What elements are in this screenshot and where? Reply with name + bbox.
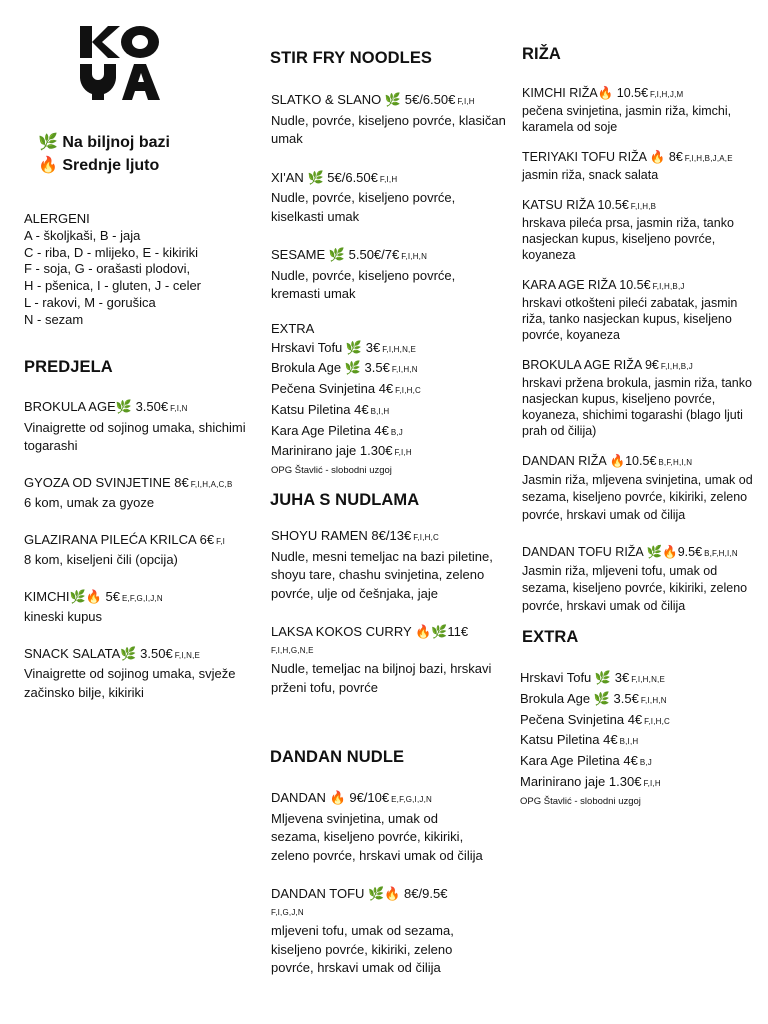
extra-block-1 bbox=[271, 320, 507, 476]
menu-item: GYOZA OD SVINJETINE 8€ F,I,H,A,C,B 6 kom, umak za gyoze bbox=[24, 474, 233, 510]
extra-row: Pečena Svinjetina 4€ F,I,H,C bbox=[520, 711, 671, 727]
extra-row: Pečena Svinjetina 4€ F,I,H,C bbox=[271, 381, 422, 397]
fire-icon: 🔥 bbox=[38, 157, 58, 174]
section-title-juha: JUHA S NUDLAMA bbox=[270, 491, 420, 509]
menu-item: SNACK SALATA🌿 3.50€ F,I,N,E Vinaigrette od sojinog umaka, svježe začinsko bilje, kikiriki bbox=[24, 645, 236, 700]
extra-block-2 bbox=[520, 669, 758, 807]
extra-title: EXTRA bbox=[271, 321, 315, 336]
menu-item: SESAME 🌿 5.50€/7€ F,I,H,N Nudle, povrće, kiseljeno povrće, kremasti umak bbox=[271, 247, 456, 301]
legend-spicy: 🔥 Srednje ljuto bbox=[38, 157, 160, 174]
menu-item: DANDAN RIŽA 🔥10.5€ B,F,H,I,N Jasmin riža, mljevena svinjetina, umak od sezama, kiseljeno povrće, kikiriki, zeleno povrće, hrskavi umak od čilija bbox=[522, 454, 753, 522]
legend bbox=[38, 132, 170, 175]
legend-plant: 🌿 Na biljnoj bazi bbox=[38, 134, 170, 151]
menu-item: KIMCHI RIŽA🔥 10.5€ F,I,H,J,M pečena svinjetina, jasmin riža, kimchi, karamela od soje bbox=[522, 86, 732, 134]
allergens-title: ALERGENI bbox=[24, 211, 90, 226]
extra-row: Katsu Piletina 4€ B,I,H bbox=[520, 732, 639, 748]
extra-row: Marinirano jaje 1.30€ F,I,H bbox=[520, 773, 661, 789]
menu-item: KARA AGE RIŽA 10.5€ F,I,H,B,J hrskavi otkošteni pileći zabatak, jasmin riža, tanko nasjeckan kupus, kiseljeno povrće, koyaneza bbox=[522, 278, 738, 342]
extra-row: Hrskavi Tofu 🌿 3€ F,I,H,N,E bbox=[520, 670, 666, 685]
extra-row: Kara Age Piletina 4€ B,J bbox=[520, 753, 652, 769]
menu-item: DANDAN TOFU 🌿🔥 8€/9.5€ F,I,G,J,N mljeveni tofu, umak od sezama, kiseljeno povrće, kikiriki, zeleno povrće, hrskavi umak od čilija bbox=[271, 886, 454, 975]
opg-note: OPG Štavlić - slobodni uzgoj bbox=[520, 795, 641, 807]
menu-item: KATSU RIŽA 10.5€ F,I,H,B hrskava pileća prsa, jasmin riža, tanko nasjeckan kupus, kiseljeno povrće, koyaneza bbox=[522, 198, 734, 262]
section-title-dandan: DANDAN NUDLE bbox=[270, 748, 405, 766]
extra-row: Hrskavi Tofu 🌿 3€ F,I,H,N,E bbox=[271, 339, 417, 355]
menu-item: DANDAN TOFU RIŽA 🌿🔥9.5€ B,F,H,I,N Jasmin riža, mljeveni tofu, umak od sezama, kiseljeno povrće, kikiriki, zeleno povrće, hrskavi umak od čilija bbox=[522, 545, 748, 613]
extra-row: Brokula Age 🌿 3.5€ F,I,H,N bbox=[520, 690, 667, 706]
menu-item: BROKULA AGE RIŽA 9€ F,I,H,B,J hrskavi pržena brokula, jasmin riža, tanko nasjeckan kupus, kiseljeno povrće, koyaneza, shichimi togarashi (blago ljuti prah od čilija) bbox=[522, 358, 752, 438]
menu-item: SLATKO & SLANO 🌿 5€/6.50€ F,I,H Nudle, povrće, kiseljeno povrće, klasičan umak bbox=[271, 92, 506, 146]
riza-list bbox=[522, 85, 760, 615]
menu-item: KIMCHI🌿🔥 5€ E,F,G,I,J,N kineski kupus bbox=[24, 588, 163, 624]
extra-row: Kara Age Piletina 4€ B,J bbox=[271, 422, 403, 438]
menu-item: LAKSA KOKOS CURRY 🔥🌿11€ F,I,H,G,N,E Nudle, temeljac na biljnoj bazi, hrskavi prženi tofu, povrće bbox=[271, 624, 492, 695]
leaf-icon: 🌿 bbox=[38, 134, 58, 151]
extra-row: Brokula Age 🌿 3.5€ F,I,H,N bbox=[271, 360, 418, 376]
section-title-stir-fry: STIR FRY NOODLES bbox=[270, 49, 433, 67]
opg-note: OPG Štavlić - slobodni uzgoj bbox=[271, 465, 392, 477]
section-title-predjela: PREDJELA bbox=[24, 358, 113, 376]
menu-item: SHOYU RAMEN 8€/13€ F,I,H,C Nudle, mesni temeljac na bazi piletine, shoyu tare, chashu svinjetina, zeleno povrće, ulje od češnjaka, jaje bbox=[271, 528, 493, 601]
koya-logo bbox=[78, 24, 162, 100]
menu-item: TERIYAKI TOFU RIŽA 🔥 8€ F,I,H,B,J,A,E jasmin riža, snack salata bbox=[522, 150, 733, 182]
section-title-extra: EXTRA bbox=[522, 628, 579, 646]
stir-fry-list bbox=[271, 91, 507, 304]
extra-row: Marinirano jaje 1.30€ F,I,H bbox=[271, 443, 412, 459]
dandan-list bbox=[271, 789, 483, 978]
menu-item: BROKULA AGE🌿 3.50€ F,I,N Vinaigrette od sojinog umaka, shichimi togarashi bbox=[24, 399, 246, 453]
predjela-list bbox=[24, 398, 246, 702]
section-title-riza: RIŽA bbox=[522, 45, 561, 63]
menu-item: XI'AN 🌿 5€/6.50€ F,I,H Nudle, povrće, kiseljeno povrće, kiselkasti umak bbox=[271, 169, 456, 224]
allergens-block: ALERGENI A - školjkaši, B - jaja C - riba, D - mlijeko, E - kikiriki F - soja, G - orašasti plodovi, H - pšenica, I - gluten, J - celer L - rakovi, M - gorušica N - sezam bbox=[24, 211, 249, 329]
juha-list bbox=[271, 527, 509, 697]
menu-item: GLAZIRANA PILEĆA KRILCA 6€ F,I 8 kom, kiseljeni čili (opcija) bbox=[24, 531, 226, 567]
menu-item: DANDAN 🔥 9€/10€ E,F,G,I,J,N Mljevena svinjetina, umak od sezama, kiseljeno povrće, kikiriki, zeleno povrće, hrskavi umak od čilija bbox=[271, 790, 483, 863]
extra-row: Katsu Piletina 4€ B,I,H bbox=[271, 401, 390, 417]
